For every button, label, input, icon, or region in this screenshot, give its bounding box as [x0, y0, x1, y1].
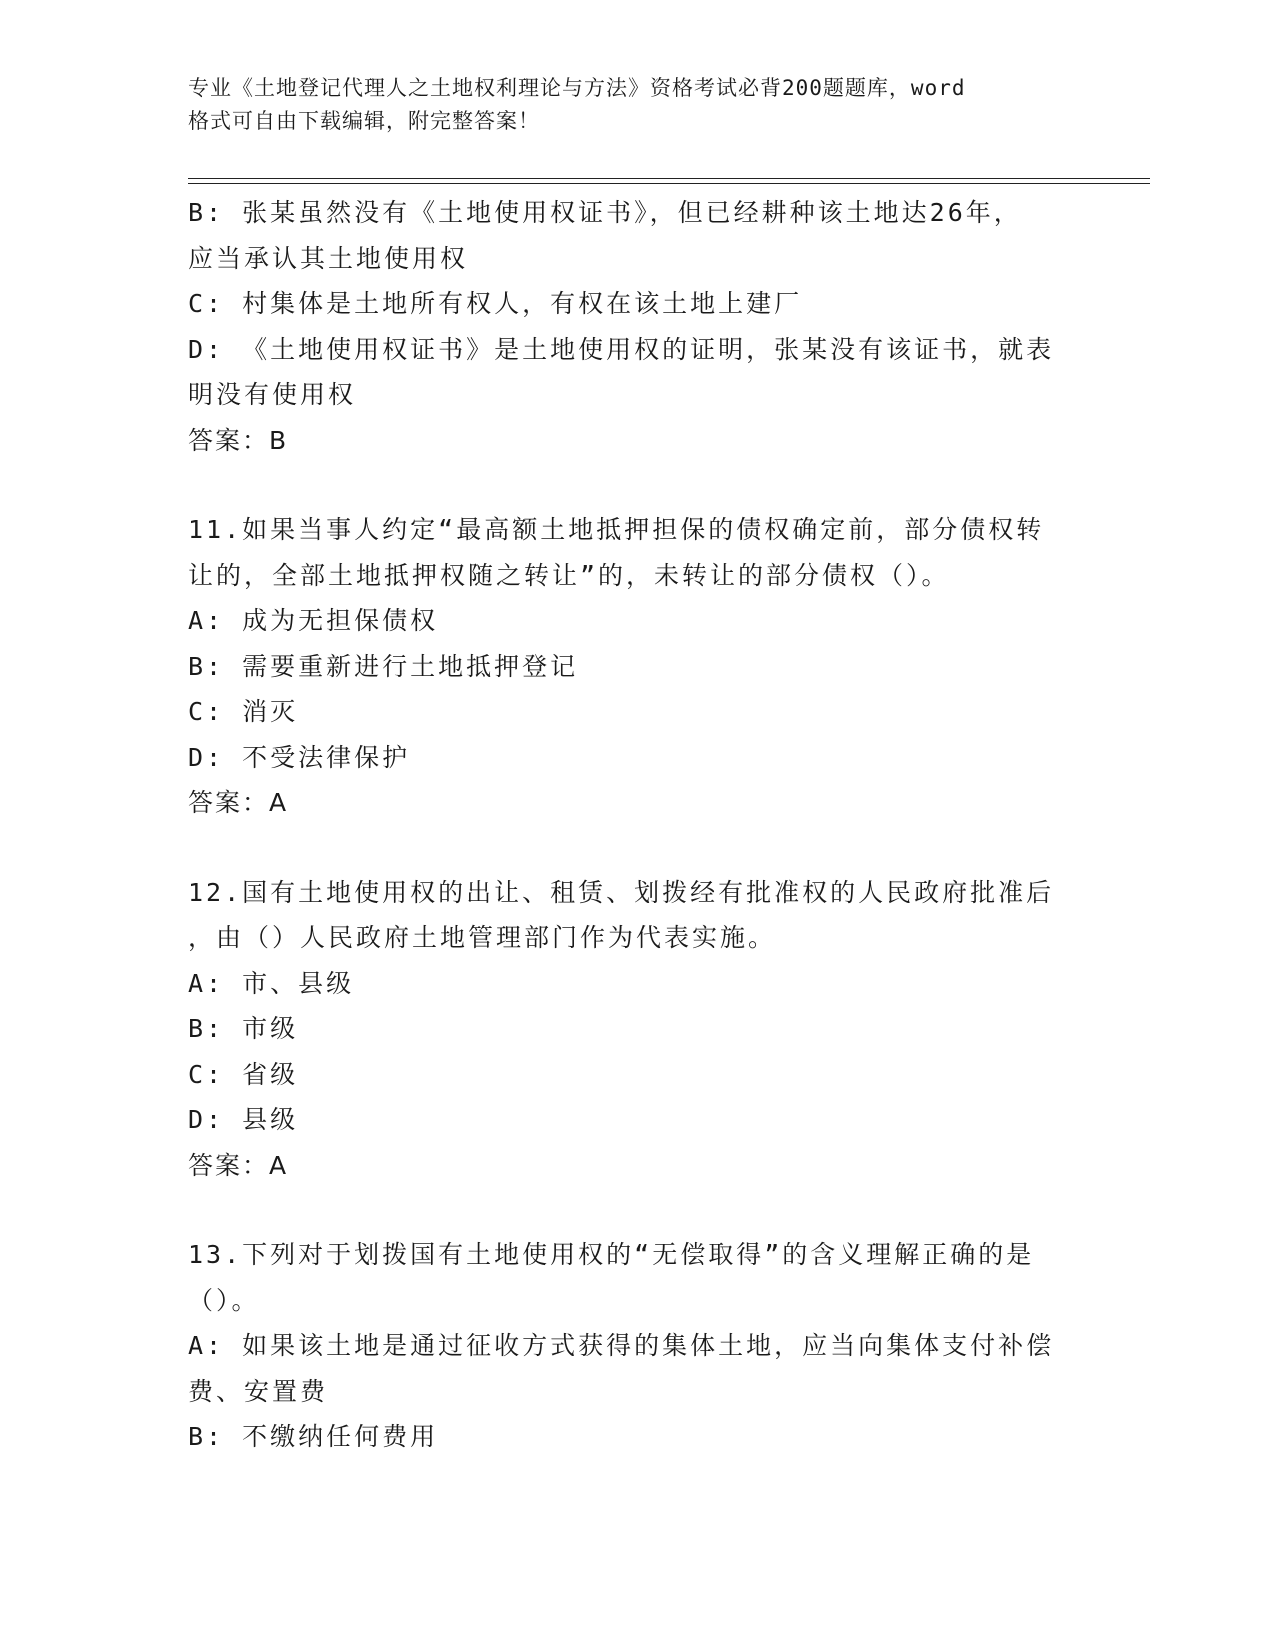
header-line-2: 格式可自由下载编辑，附完整答案！: [188, 109, 540, 133]
option-c: C: 村集体是土地所有权人，有权在该土地上建厂: [188, 289, 803, 318]
question-stem-line-1: 12.国有土地使用权的出让、租赁、划拨经有批准权的人民政府批准后: [188, 877, 1055, 907]
question-stem-line-1: 11.如果当事人约定“最高额土地抵押担保的债权确定前，部分债权转: [188, 515, 1045, 544]
option-b: B: 市级: [188, 1014, 299, 1043]
spacer: [188, 463, 1088, 507]
document-header: [188, 72, 1068, 138]
header-divider-bottom: [188, 183, 1150, 184]
option-b: B: 需要重新进行土地抵押登记: [188, 651, 579, 681]
question-10-continued: [188, 190, 1088, 463]
spacer: [188, 1188, 1088, 1232]
option-a: A: 市、县级: [188, 968, 355, 998]
header-line-1: 专业《土地登记代理人之土地权利理论与方法》资格考试必背200题题库，word: [188, 76, 966, 100]
option-d: D: 县级: [188, 1105, 299, 1134]
option-a-line-1: A: 如果该土地是通过征收方式获得的集体土地，应当向集体支付补偿: [188, 1331, 1055, 1360]
option-a: A: 成为无担保债权: [188, 606, 439, 635]
question-11: [188, 507, 1088, 826]
question-12: [188, 870, 1088, 1189]
option-c: C: 消灭: [188, 697, 299, 726]
option-a-line-2: 费、安置费: [188, 1376, 329, 1406]
option-d-line-2: 明没有使用权: [188, 380, 357, 409]
document-body: [188, 190, 1088, 1460]
spacer: [188, 826, 1088, 870]
answer: 答案：B: [188, 425, 289, 455]
question-stem-line-2: ，由（）人民政府土地管理部门作为代表实施。: [188, 923, 777, 952]
question-stem-line-2: （）。: [188, 1285, 260, 1315]
answer: 答案：A: [188, 788, 289, 817]
option-d: D: 不受法律保护: [188, 742, 411, 772]
question-13: [188, 1232, 1088, 1460]
answer: 答案：A: [188, 1150, 289, 1180]
question-stem-line-1: 13.下列对于划拨国有土地使用权的“无偿取得”的含义理解正确的是: [188, 1240, 1035, 1269]
option-d-line-1: D: 《土地使用权证书》是土地使用权的证明，张某没有该证书，就表: [188, 334, 1055, 364]
header-divider-top: [188, 178, 1150, 179]
question-stem-line-2: 让的，全部土地抵押权随之转让”的，未转让的部分债权（）。: [188, 560, 950, 590]
option-b: B: 不缴纳任何费用: [188, 1422, 439, 1451]
option-b-line-1: B: 张某虽然没有《土地使用权证书》，但已经耕种该土地达26年，: [188, 198, 1022, 227]
option-c: C: 省级: [188, 1059, 299, 1089]
option-b-line-2: 应当承认其土地使用权: [188, 243, 469, 273]
